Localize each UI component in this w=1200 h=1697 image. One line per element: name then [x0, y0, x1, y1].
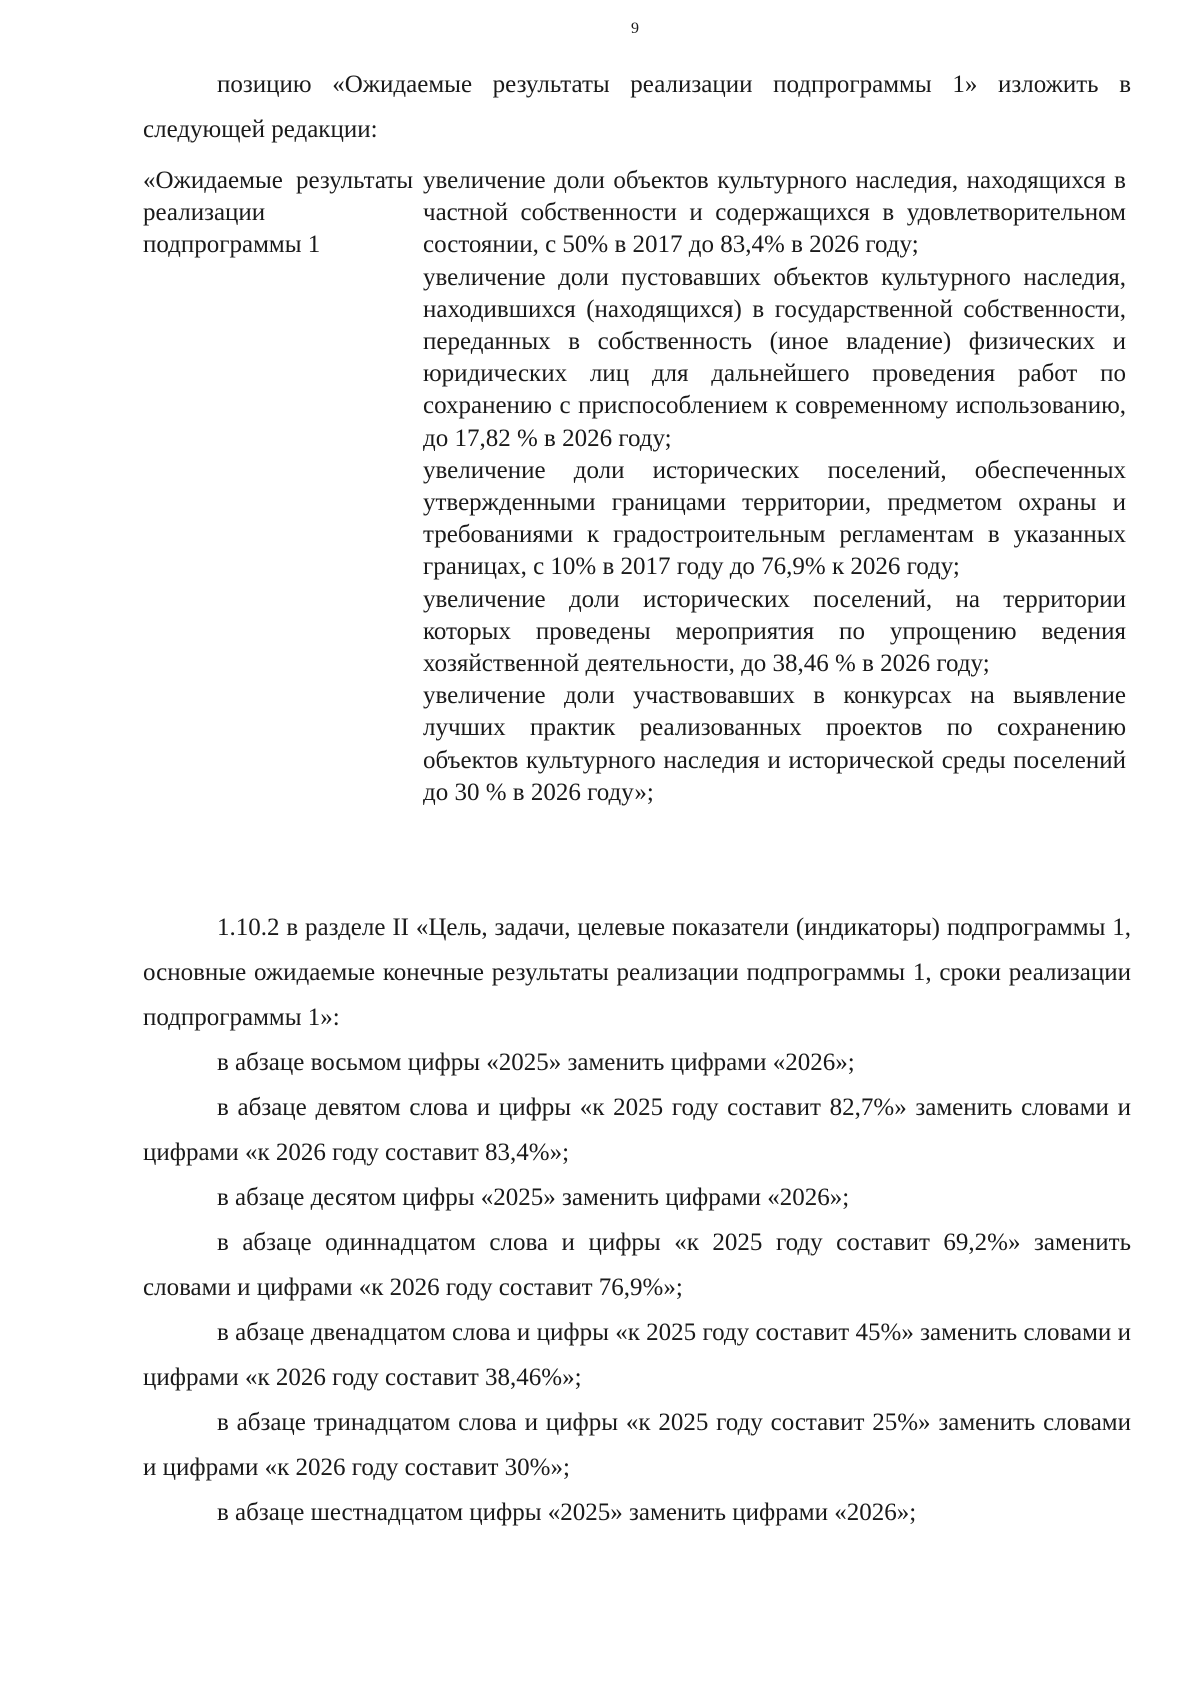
results-table	[143, 165, 1133, 809]
intro-paragraph: позицию «Ожидаемые результаты реализации подпрограммы 1» изложить в следующей редакции:	[143, 71, 1131, 143]
amendment-paragraph: в абзаце десятом цифры «2025» заменить цифрами «2026»;	[217, 1184, 850, 1211]
table-value-cell	[423, 165, 1126, 809]
result-item: увеличение доли пустовавших объектов культурного наследия, находившихся (находящихся) в государственной собственности, переданных в собственность (иное владение) физических и юридических лиц для дальнейшего проведения работ по сохранению с приспособлением к современному использованию, до 17,82 % в 2026 году;	[423, 263, 1126, 452]
result-item: увеличение доли участвовавших в конкурсах на выявление лучших практик реализованных проектов по сохранению объектов культурного наследия и исторической среды поселений до 30 % в 2026 году»;	[423, 682, 1126, 806]
table-label-cell: «Ожидаемые результаты реализации подпрограммы 1	[143, 167, 413, 259]
amendment-paragraph: в абзаце двенадцатом слова и цифры «к 2025 году составит 45%» заменить словами и цифрами «к 2026 году составит 38,46%»;	[143, 1319, 1131, 1391]
amendment-paragraph: в абзаце одиннадцатом слова и цифры «к 2025 году составит 69,2%» заменить словами и цифрами «к 2026 году составит 76,9%»;	[143, 1229, 1131, 1301]
amendments-block	[143, 905, 1131, 1535]
page-number: 9	[631, 20, 639, 37]
amendment-paragraph: в абзаце девятом слова и цифры «к 2025 году составит 82,7%» заменить словами и цифрами «к 2026 году составит 83,4%»;	[143, 1094, 1131, 1166]
result-item: увеличение доли объектов культурного наследия, находящихся в частной собственности и содержащихся в удовлетворительном состоянии, с 50% в 2017 до 83,4% в 2026 году;	[423, 167, 1126, 259]
result-item: увеличение доли исторических поселений, обеспеченных утвержденными границами территории, предметом охраны и требованиями к градостроительным регламентам в указанных границах, с 10% в 2017 году до 76,9% к 2026 году;	[423, 456, 1126, 581]
amendment-paragraph: в абзаце тринадцатом слова и цифры «к 2025 году составит 25%» заменить словами и цифрами «к 2026 году составит 30%»;	[143, 1409, 1131, 1481]
result-item: увеличение доли исторических поселений, на территории которых проведены мероприятия по упрощению ведения хозяйственной деятельности, до 38,46 % в 2026 году;	[423, 585, 1126, 678]
amendment-paragraph: в абзаце шестнадцатом цифры «2025» заменить цифрами «2026»;	[217, 1499, 917, 1526]
intro-block	[143, 62, 1131, 152]
amendment-paragraph: в абзаце восьмом цифры «2025» заменить цифрами «2026»;	[217, 1049, 855, 1076]
section-heading-paragraph: 1.10.2 в разделе II «Цель, задачи, целевые показатели (индикаторы) подпрограммы 1, основные ожидаемые конечные результаты реализации подпрограммы 1, сроки реализации подпрограммы 1»:	[143, 914, 1131, 1031]
